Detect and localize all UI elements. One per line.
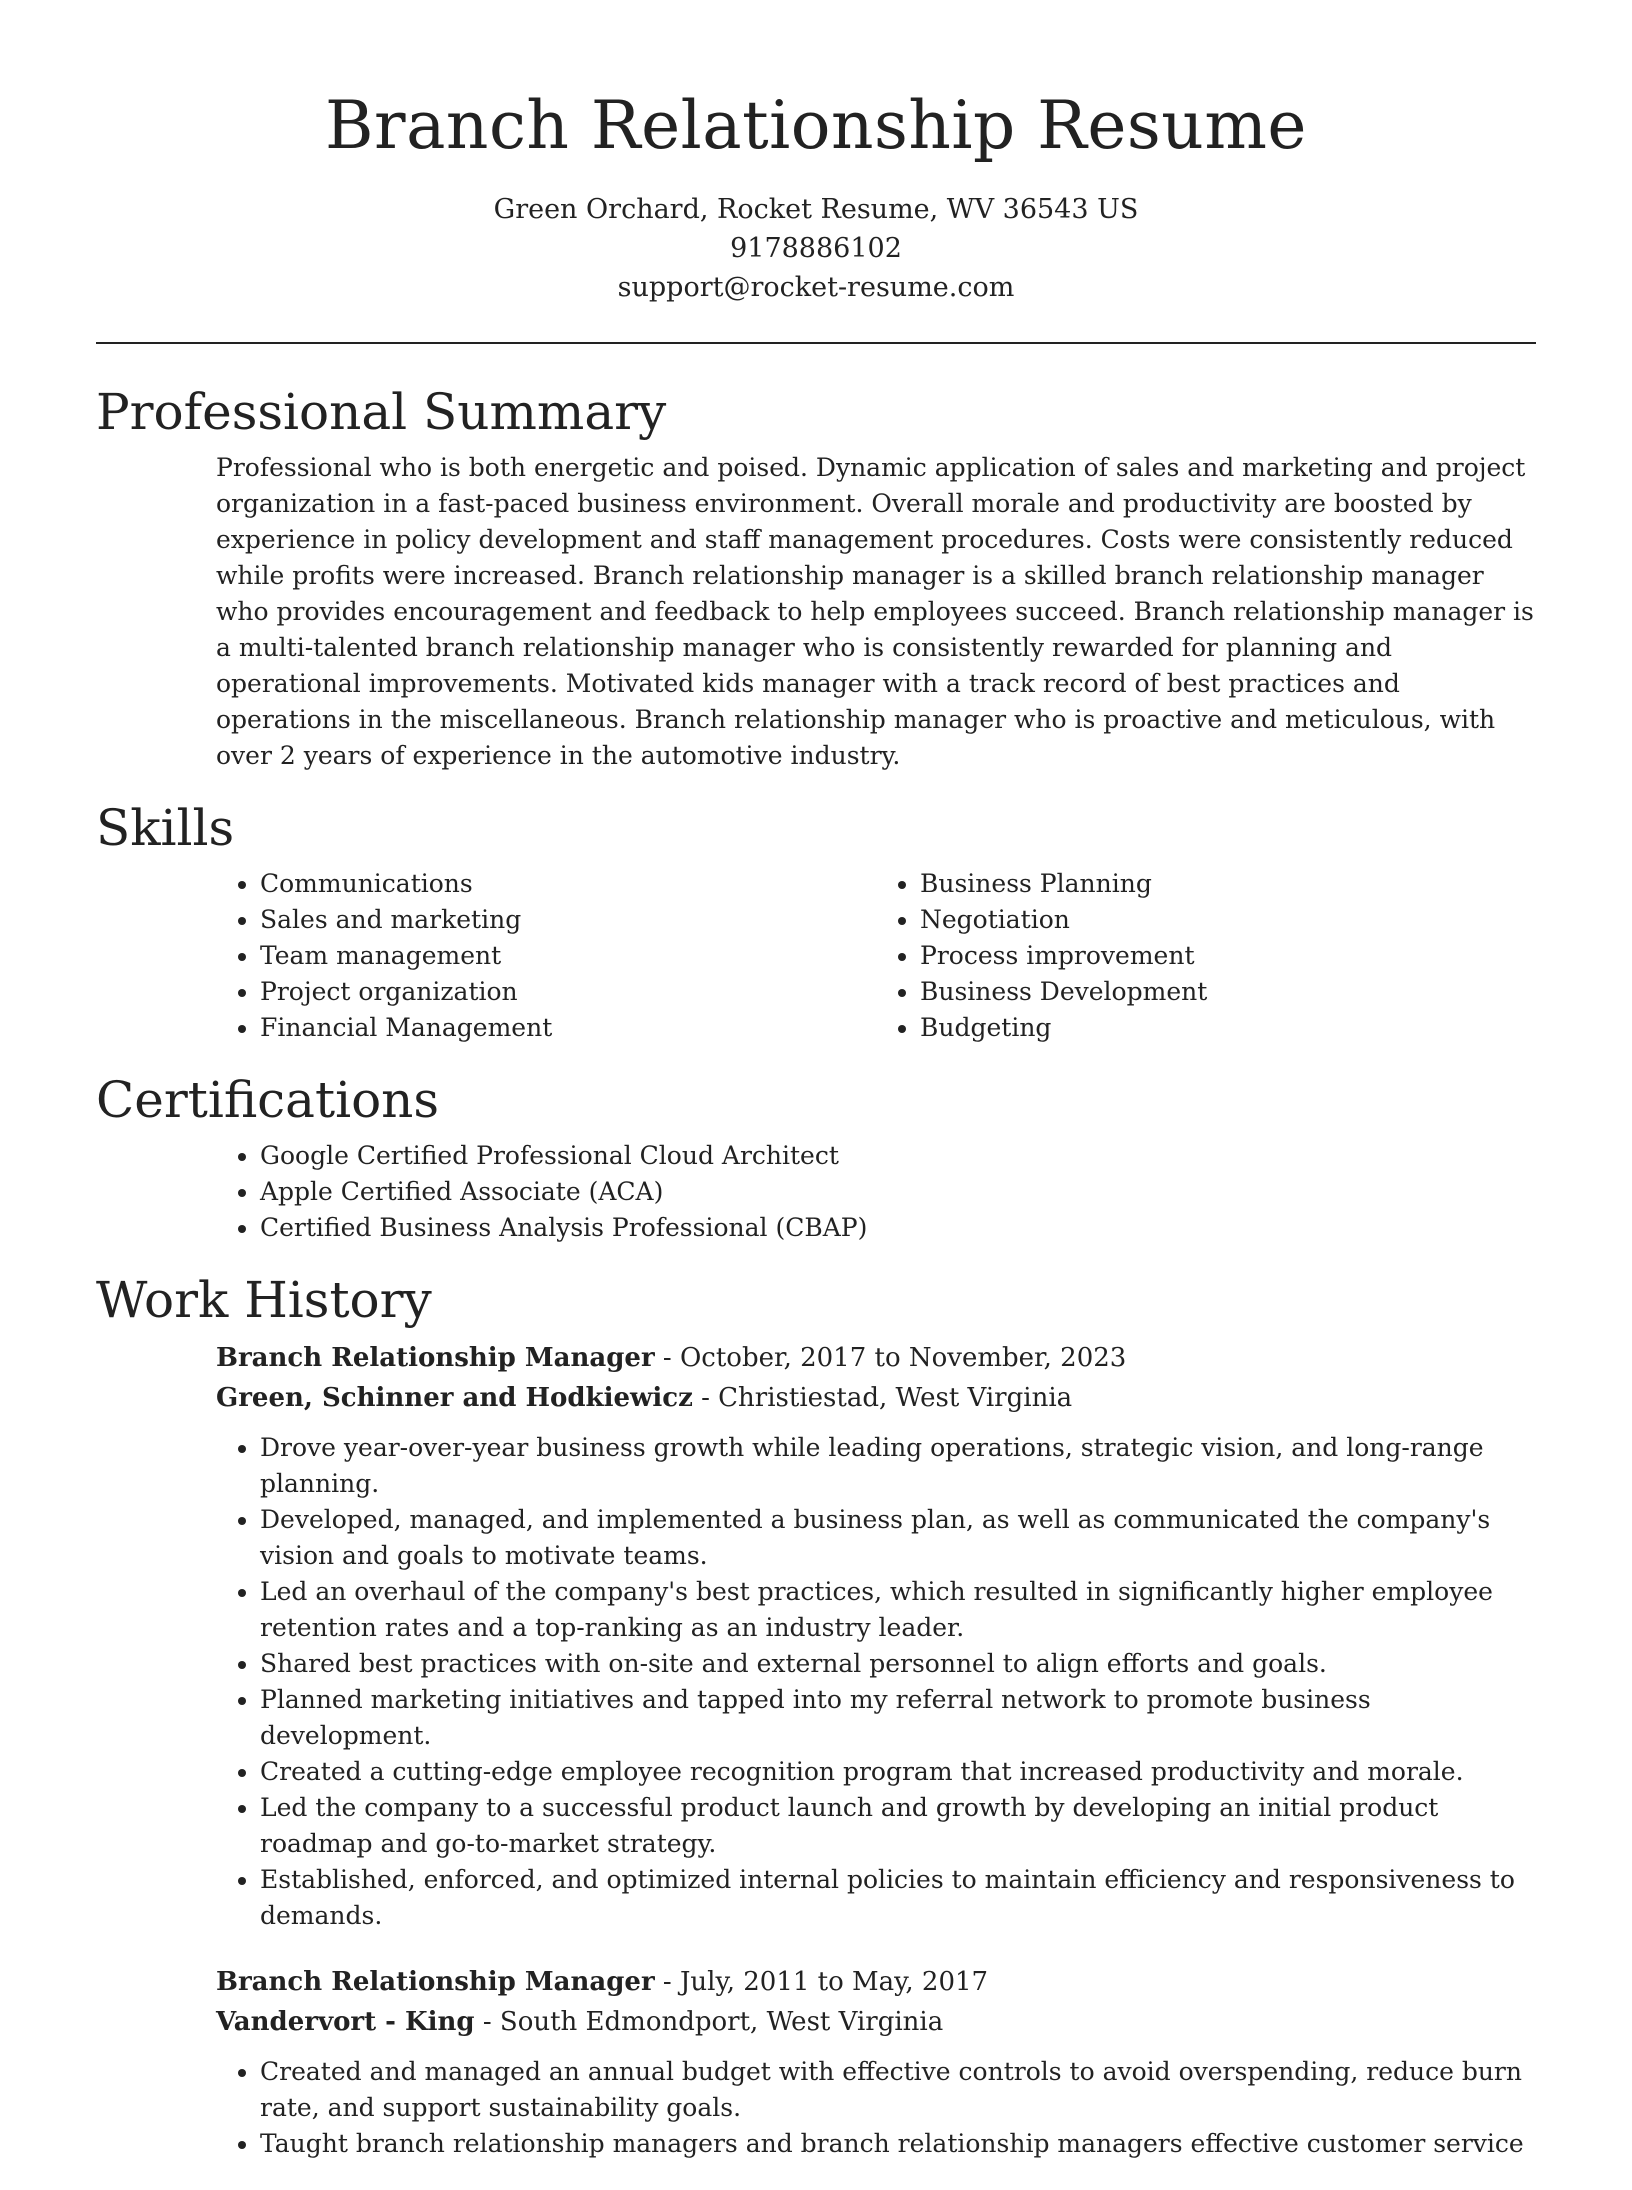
certifications-body	[216, 1138, 1536, 1246]
job-location: - South Edmondport, West Virginia	[474, 2007, 944, 2037]
job-entry	[216, 1338, 1536, 1934]
job-title: Branch Relationship Manager	[216, 1343, 655, 1373]
skill-item: • Business Planning	[920, 866, 1536, 902]
certifications-list	[216, 1138, 1536, 1246]
job-bullet: • Established, enforced, and optimized internal policies to maintain efficiency and responsiveness to demands.	[260, 1862, 1536, 1934]
contact-address: Green Orchard, Rocket Resume, WV 36543 US	[493, 194, 1139, 225]
skill-item: • Team management	[260, 938, 876, 974]
summary-section	[96, 380, 1536, 774]
summary-body	[216, 450, 1536, 774]
skill-item: • Business Development	[920, 974, 1536, 1010]
skills-list-right	[876, 866, 1536, 1046]
certification-item: • Certified Business Analysis Professional (CBAP)	[260, 1210, 1536, 1246]
job-dates: - July, 2011 to May, 2017	[654, 1967, 989, 1997]
resume-header	[0, 0, 1632, 307]
summary-text: Professional who is both energetic and poised. Dynamic application of sales and marketing and project organization in a fast-paced business environment. Overall morale and productivity are boosted by experience in policy development and staff management procedures. Costs were consistently reduced while profits were increased. Branch relationship manager is a skilled branch relationship manager who provides encouragement and feedback to help employees succeed. Branch relationship manager is a multi-talented branch relationship manager who is consistently rewarded for planning and operational improvements. Motivated kids manager with a track record of best practices and operations in the miscellaneous. Branch relationship manager who is proactive and meticulous, with over 2 years of experience in the automotive industry.	[216, 453, 1534, 770]
skills-heading: Skills	[96, 799, 235, 857]
certification-item: • Apple Certified Associate (ACA)	[260, 1174, 1536, 1210]
job-bullet: • Created and managed an annual budget with effective controls to avoid overspending, reduce burn rate, and support sustainability goals.	[260, 2054, 1536, 2126]
work-history-body	[216, 1338, 1536, 2162]
skills-section	[96, 796, 1536, 1046]
job-bullet: • Led the company to a successful product launch and growth by developing an initial product roadmap and go-to-market strategy.	[260, 1790, 1536, 1862]
job-company-line	[216, 1378, 1536, 1418]
job-bullet: • Taught branch relationship managers and branch relationship managers effective customer service	[260, 2126, 1536, 2162]
job-bullet: • Drove year-over-year business growth while leading operations, strategic vision, and long-range planning.	[260, 1430, 1536, 1502]
job-company-line	[216, 2002, 1536, 2042]
skill-item: • Budgeting	[920, 1010, 1536, 1046]
resume-title: Branch Relationship Resume	[325, 87, 1307, 164]
certification-item: • Google Certified Professional Cloud Architect	[260, 1138, 1536, 1174]
skill-item: • Financial Management	[260, 1010, 876, 1046]
job-bullets	[216, 2054, 1536, 2162]
summary-heading: Professional Summary	[96, 383, 667, 441]
certifications-heading: Certifications	[96, 1071, 440, 1129]
header-divider	[96, 342, 1536, 344]
job-location: - Christiestad, West Virginia	[692, 1383, 1073, 1413]
job-bullet: • Developed, managed, and implemented a business plan, as well as communicated the company's vision and goals to motivate teams.	[260, 1502, 1536, 1574]
skills-list-left	[216, 866, 876, 1046]
contact-info	[0, 190, 1632, 307]
contact-phone: 9178886102	[730, 233, 902, 264]
job-dates: - October, 2017 to November, 2023	[654, 1343, 1127, 1373]
job-bullet: • Created a cutting-edge employee recognition program that increased productivity and morale.	[260, 1754, 1536, 1790]
skills-grid	[216, 866, 1536, 1046]
skill-item: • Communications	[260, 866, 876, 902]
job-entry	[216, 1962, 1536, 2162]
certifications-section	[96, 1068, 1536, 1246]
job-bullet: • Planned marketing initiatives and tapped into my referral network to promote business development.	[260, 1682, 1536, 1754]
job-company: Green, Schinner and Hodkiewicz	[216, 1383, 693, 1413]
job-title: Branch Relationship Manager	[216, 1967, 655, 1997]
job-bullets	[216, 1430, 1536, 1934]
job-bullet: • Led an overhaul of the company's best practices, which resulted in significantly higher employee retention rates and a top-ranking as an industry leader.	[260, 1574, 1536, 1646]
job-title-line	[216, 1962, 1536, 2002]
work-history-section	[96, 1268, 1536, 2162]
work-history-heading: Work History	[96, 1271, 432, 1329]
skill-item: • Negotiation	[920, 902, 1536, 938]
skill-item: • Sales and marketing	[260, 902, 876, 938]
resume-content	[96, 380, 1536, 2190]
job-title-line	[216, 1338, 1536, 1378]
job-bullet: • Shared best practices with on-site and external personnel to align efforts and goals.	[260, 1646, 1536, 1682]
contact-email: support@rocket-resume.com	[617, 272, 1015, 303]
job-company: Vandervort - King	[216, 2007, 475, 2037]
skill-item: • Project organization	[260, 974, 876, 1010]
skill-item: • Process improvement	[920, 938, 1536, 974]
